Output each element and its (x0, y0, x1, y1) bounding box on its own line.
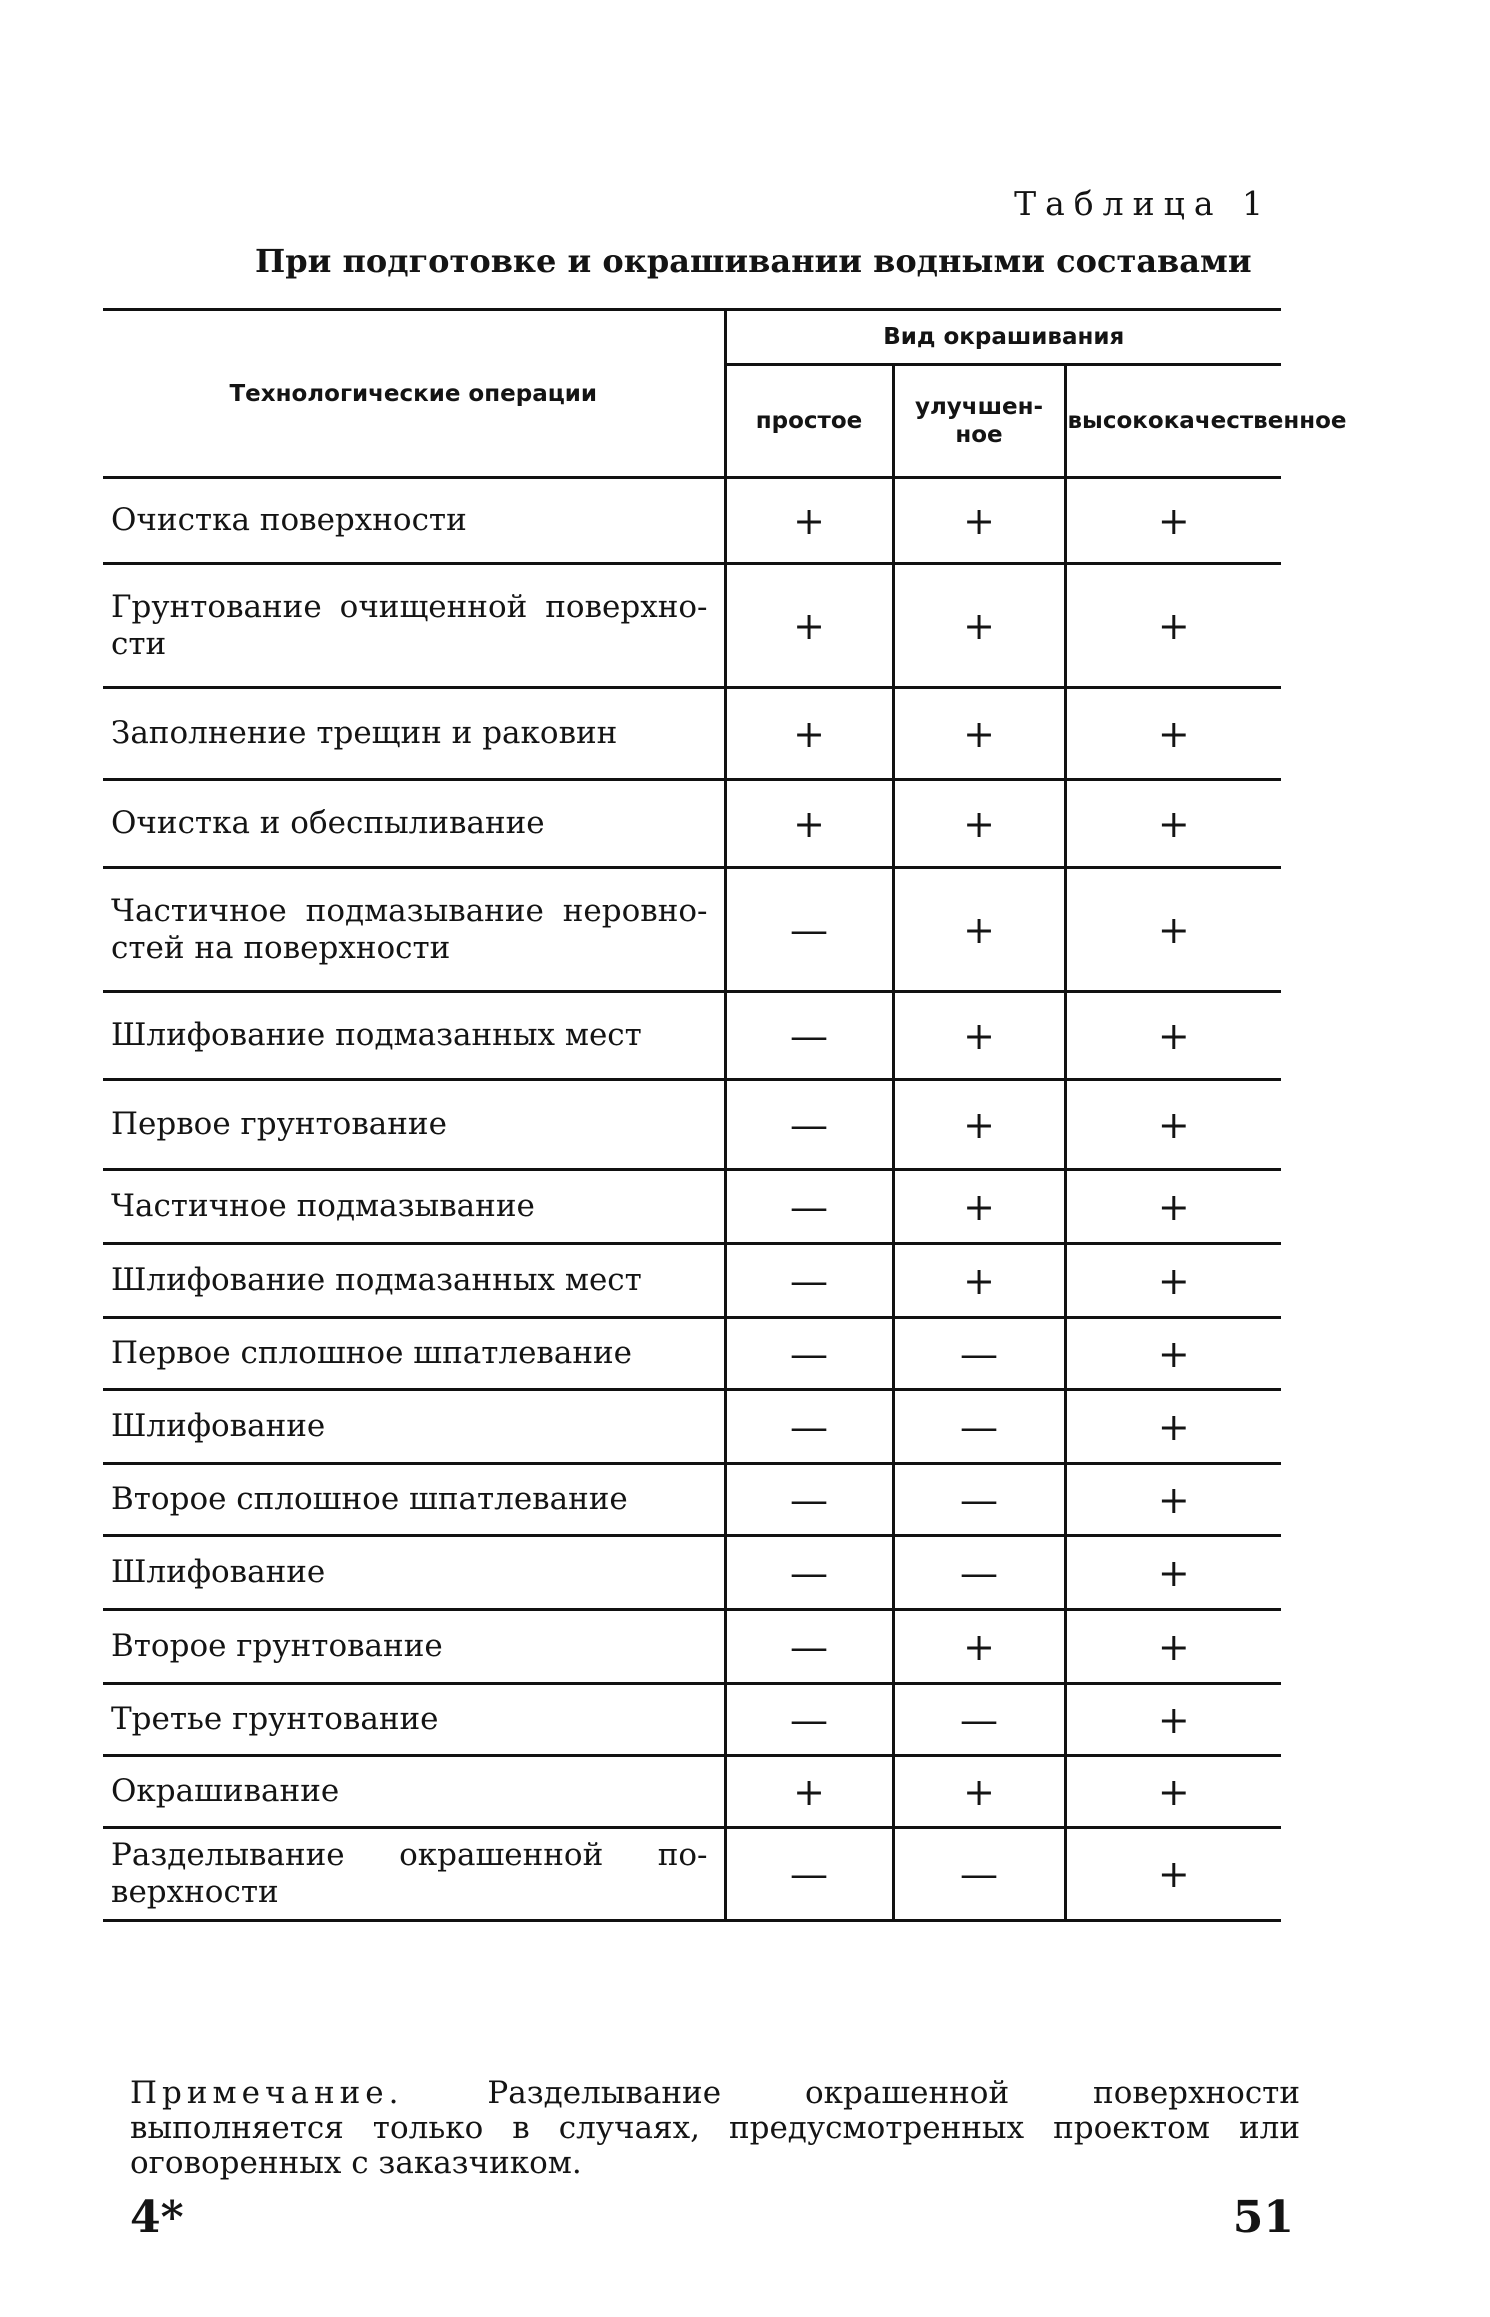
operation-cell: Частичное подмазывание неровно-стей на поверхности (103, 868, 725, 992)
table-row (103, 1244, 1281, 1318)
high-quality-mark: + (1065, 1464, 1281, 1536)
note-text: Разделывание окрашенной поверхности выполняется только в случаях, предусмотренных проектом или оговоренных с заказчиком. (130, 2075, 1300, 2181)
high-quality-mark: + (1065, 688, 1281, 780)
table-row (103, 564, 1281, 688)
header-simple: простое (725, 365, 893, 478)
improved-mark: + (893, 992, 1065, 1080)
table-number: Таблица 1 (1014, 184, 1272, 223)
simple-mark: — (725, 1828, 893, 1921)
operation-cell: Шлифование подмазанных мест (103, 992, 725, 1080)
signature-mark: 4* (130, 2192, 184, 2243)
high-quality-mark: + (1065, 780, 1281, 868)
simple-mark: + (725, 564, 893, 688)
simple-mark: + (725, 780, 893, 868)
table-row (103, 1464, 1281, 1536)
high-quality-mark: + (1065, 564, 1281, 688)
improved-mark: + (893, 1170, 1065, 1244)
table-row (103, 688, 1281, 780)
table-row (103, 1610, 1281, 1684)
operation-cell: Очистка и обеспыливание (103, 780, 725, 868)
operation-cell: Второе сплошное шпатлевание (103, 1464, 725, 1536)
high-quality-mark: + (1065, 1536, 1281, 1610)
table-row (103, 1080, 1281, 1170)
table-caption: При подготовке и окрашивании водными составами (255, 242, 1252, 280)
operations-table (103, 308, 1347, 1922)
high-quality-mark: + (1065, 1170, 1281, 1244)
improved-mark: + (893, 1244, 1065, 1318)
table-note (130, 2076, 1300, 2181)
high-quality-mark: + (1065, 868, 1281, 992)
high-quality-mark: + (1065, 478, 1281, 564)
operation-cell: Шлифование подмазанных мест (103, 1244, 725, 1318)
simple-mark: — (725, 1610, 893, 1684)
improved-mark: + (893, 1610, 1065, 1684)
header-painting-type: Вид окрашивания (725, 310, 1281, 365)
operation-cell: Второе грунтование (103, 1610, 725, 1684)
simple-mark: — (725, 1464, 893, 1536)
high-quality-mark: + (1065, 1610, 1281, 1684)
header-improved: улучшен-ное (893, 365, 1065, 478)
table-row (103, 1828, 1281, 1921)
operation-cell: Грунтование очищенной поверхно-сти (103, 564, 725, 688)
table-row (103, 478, 1281, 564)
table-row (103, 1390, 1281, 1464)
improved-mark: — (893, 1390, 1065, 1464)
simple-mark: — (725, 992, 893, 1080)
improved-mark: + (893, 564, 1065, 688)
high-quality-mark: + (1065, 1080, 1281, 1170)
high-quality-mark: + (1065, 1828, 1281, 1921)
improved-mark: — (893, 1684, 1065, 1756)
simple-mark: + (725, 688, 893, 780)
improved-mark: + (893, 780, 1065, 868)
high-quality-mark: + (1065, 1318, 1281, 1390)
operation-cell: Разделывание окрашенной по-верхности (103, 1828, 725, 1921)
improved-mark: — (893, 1318, 1065, 1390)
high-quality-mark: + (1065, 992, 1281, 1080)
page-number: 51 (1232, 2192, 1294, 2243)
table-row (103, 1170, 1281, 1244)
improved-mark: + (893, 688, 1065, 780)
improved-mark: — (893, 1536, 1065, 1610)
high-quality-mark: + (1065, 1756, 1281, 1828)
operation-cell: Первое сплошное шпатлевание (103, 1318, 725, 1390)
operation-cell: Заполнение трещин и раковин (103, 688, 725, 780)
header-high-quality: высококачественное (1065, 365, 1281, 478)
table-row (103, 1536, 1281, 1610)
simple-mark: — (725, 1318, 893, 1390)
simple-mark: — (725, 1684, 893, 1756)
operation-cell: Частичное подмазывание (103, 1170, 725, 1244)
simple-mark: + (725, 1756, 893, 1828)
table-row (103, 1684, 1281, 1756)
operation-cell: Очистка поверхности (103, 478, 725, 564)
simple-mark: — (725, 1390, 893, 1464)
improved-mark: + (893, 1756, 1065, 1828)
simple-mark: — (725, 1170, 893, 1244)
improved-mark: + (893, 1080, 1065, 1170)
simple-mark: — (725, 1536, 893, 1610)
table-row (103, 780, 1281, 868)
table-row (103, 1756, 1281, 1828)
simple-mark: — (725, 1080, 893, 1170)
improved-mark: — (893, 1828, 1065, 1921)
high-quality-mark: + (1065, 1244, 1281, 1318)
simple-mark: + (725, 478, 893, 564)
improved-mark: — (893, 1464, 1065, 1536)
operation-cell: Третье грунтование (103, 1684, 725, 1756)
table-row (103, 868, 1281, 992)
table-row (103, 1318, 1281, 1390)
simple-mark: — (725, 868, 893, 992)
operation-cell: Окрашивание (103, 1756, 725, 1828)
table-row (103, 992, 1281, 1080)
simple-mark: — (725, 1244, 893, 1318)
high-quality-mark: + (1065, 1684, 1281, 1756)
high-quality-mark: + (1065, 1390, 1281, 1464)
note-label: Примечание. (130, 2075, 404, 2111)
improved-mark: + (893, 868, 1065, 992)
operation-cell: Шлифование (103, 1536, 725, 1610)
operation-cell: Шлифование (103, 1390, 725, 1464)
improved-mark: + (893, 478, 1065, 564)
operation-cell: Первое грунтование (103, 1080, 725, 1170)
header-operations: Технологические операции (103, 310, 725, 478)
